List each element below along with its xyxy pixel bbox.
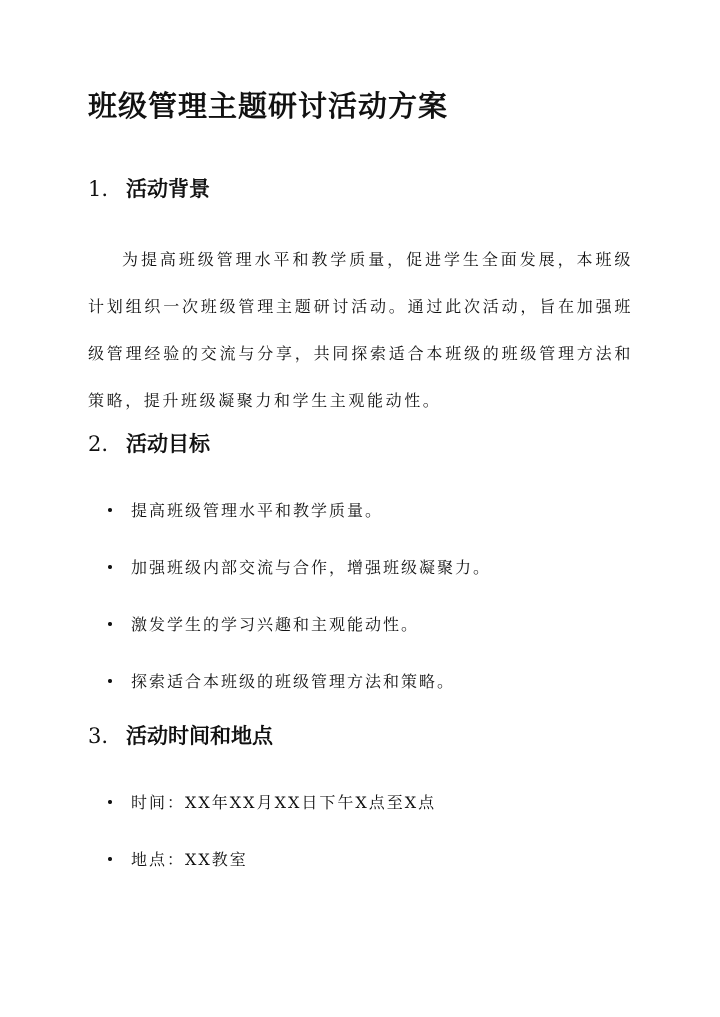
list-item [104,831,436,888]
bullet-icon [108,508,112,512]
list-item-text: 时间：XX年XX月XX日下午X点至X点 [131,793,437,812]
section-heading-background [88,174,210,204]
list-item [104,596,491,653]
list-item-text: 提高班级管理水平和教学质量。 [131,501,384,520]
bullet-icon [108,857,112,861]
background-paragraph: 为提高班级管理水平和教学质量，促进学生全面发展，本班级计划组织一次班级管理主题研讨活动。通过此次活动，旨在加强班级管理经验的交流与分享，共同探索适合本班级的班级管理方法和策略，提升班级凝聚力和学生主观能动性。 [88,250,633,410]
section-number: 1. [88,177,109,201]
section-heading-time-place [88,721,273,751]
list-item [104,539,491,596]
list-item-text: 激发学生的学习兴趣和主观能动性。 [131,615,420,634]
bullet-icon [108,800,112,804]
bullet-icon [108,679,112,683]
section-number: 2. [88,432,109,456]
section-number: 3. [88,724,109,748]
bullet-icon [108,622,112,626]
list-item [104,774,436,831]
document-title: 班级管理主题研讨活动方案 [88,89,449,123]
section-title: 活动目标 [126,431,210,456]
section-title: 活动背景 [126,176,210,201]
list-item [104,653,491,710]
list-item [104,482,491,539]
list-item-text: 探索适合本班级的班级管理方法和策略。 [131,672,456,691]
list-item-text: 加强班级内部交流与合作，增强班级凝聚力。 [131,558,492,577]
section-title: 活动时间和地点 [126,723,273,748]
section-heading-goals [88,429,210,459]
bullet-icon [108,565,112,569]
time-place-list [104,774,436,888]
goals-list [104,482,491,710]
list-item-text: 地点：XX教室 [131,850,248,869]
